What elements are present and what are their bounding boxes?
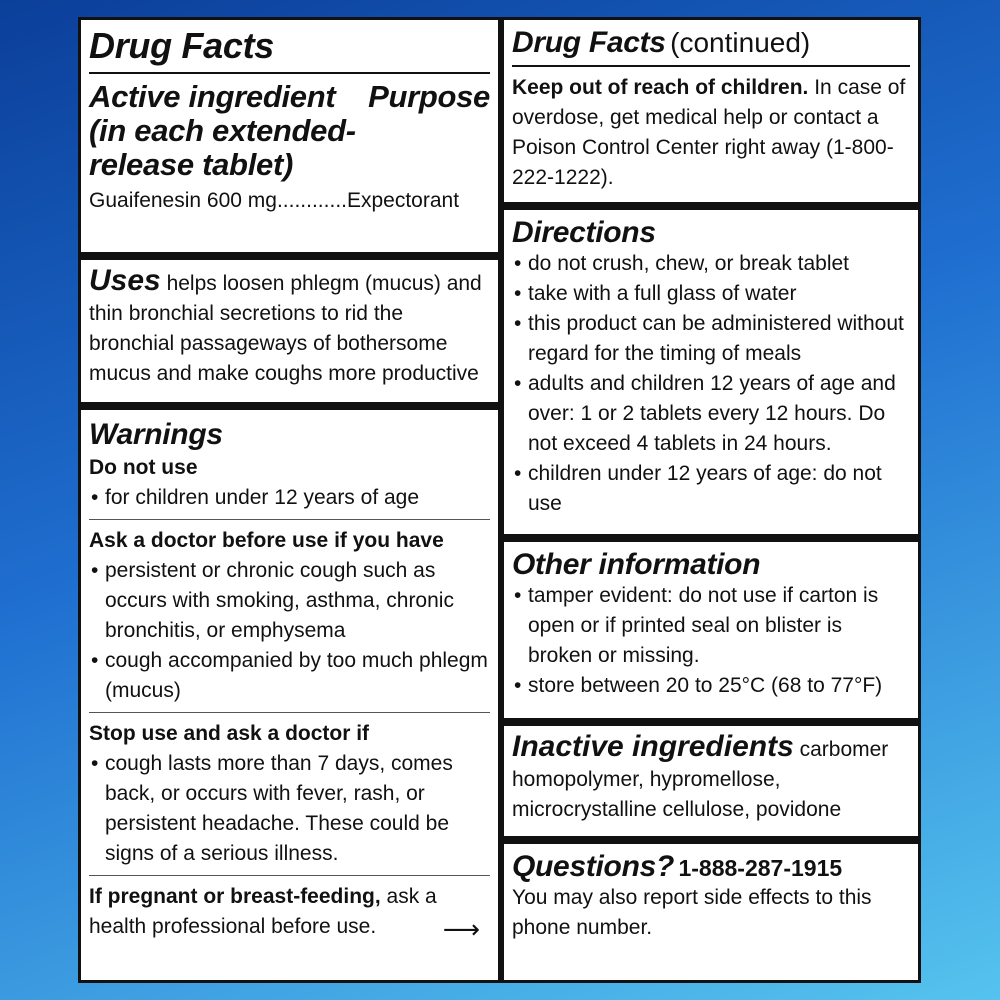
active-ingredient-header — [89, 80, 490, 182]
directions-title: Directions — [512, 216, 656, 249]
pregnant-paragraph — [89, 882, 443, 942]
warnings-panel — [81, 410, 498, 980]
inactive-ingredients-panel — [504, 726, 918, 836]
list-item: • persistent or chronic cough such as occurs with smoking, asthma, chronic bronchitis, or emphysema — [89, 556, 490, 646]
other-information-title: Other information — [512, 548, 761, 581]
do-not-use-list — [89, 483, 490, 513]
list-item: • for children under 12 years of age — [89, 483, 490, 513]
drug-facts-label — [78, 17, 921, 983]
ingredient-purpose: Expectorant — [346, 188, 460, 212]
keep-out-text: In case of overdose, get medical help or contact a Poison Control Center right away (1-800-222-1222). — [512, 76, 906, 189]
active-ingredient-heading: Active ingredient (in each extended-release tablet) — [89, 78, 356, 182]
list-item: • cough accompanied by too much phlegm (mucus) — [89, 646, 490, 706]
right-column — [501, 17, 921, 983]
uses-text: helps loosen phlegm (mucus) and thin bronchial secretions to rid the bronchial passageways of bothersome mucus and make coughs more productive — [89, 272, 482, 385]
purpose-heading: Purpose — [368, 78, 490, 114]
questions-text: You may also report side effects to this phone number. — [512, 886, 872, 939]
ingredient-row — [89, 186, 490, 216]
ingredient-name: Guaifenesin 600 mg — [89, 188, 277, 212]
pregnant-row — [89, 882, 490, 942]
divider — [89, 72, 490, 74]
drug-facts-title: Drug Facts — [89, 25, 275, 66]
list-item: • store between 20 to 25°C (68 to 77°F) — [512, 671, 910, 701]
divider — [89, 875, 490, 876]
list-item: • tamper evident: do not use if carton is open or if printed seal on blister is broken or missing. — [512, 581, 910, 671]
questions-title: Questions? — [512, 850, 675, 883]
do-not-use-title: Do not use — [89, 456, 198, 479]
uses-panel — [81, 260, 498, 402]
pregnant-bold: If pregnant or breast-feeding, — [89, 885, 381, 908]
inactive-ingredients-title: Inactive ingredients — [512, 730, 794, 763]
other-information-panel — [504, 542, 918, 718]
list-item: • take with a full glass of water — [512, 279, 910, 309]
list-item: • cough lasts more than 7 days, comes back, or occurs with fever, rash, or persistent headache. These could be signs of a serious illness. — [89, 749, 490, 869]
left-column — [78, 17, 501, 983]
continued-arrow-icon: ⟶ — [442, 914, 480, 944]
ask-doctor-list — [89, 556, 490, 706]
active-ingredient-panel — [81, 20, 498, 252]
drug-facts-continued-title: Drug Facts — [512, 26, 666, 59]
list-item: • children under 12 years of age: do not use — [512, 459, 910, 519]
keep-out-paragraph — [512, 73, 910, 193]
continued-title-row — [512, 26, 910, 59]
continued-suffix: (continued) — [670, 27, 811, 58]
pregnant-text: ask a health professional before use. — [89, 885, 437, 938]
directions-list — [512, 249, 910, 519]
stop-use-list — [89, 749, 490, 869]
uses-title: Uses — [89, 264, 161, 297]
questions-panel — [504, 844, 918, 980]
list-item: • this product can be administered without regard for the timing of meals — [512, 309, 910, 369]
questions-phone: 1-888-287-1915 — [678, 855, 843, 881]
divider — [89, 519, 490, 520]
uses-paragraph — [89, 266, 490, 389]
leader-dots: ............ — [276, 188, 347, 212]
other-information-list — [512, 581, 910, 701]
keep-out-bold: Keep out of reach of children. — [512, 76, 809, 99]
inactive-ingredients-paragraph — [512, 732, 910, 825]
warnings-title: Warnings — [89, 418, 223, 451]
ask-doctor-title: Ask a doctor before use if you have — [89, 529, 444, 552]
divider — [89, 712, 490, 713]
inactive-ingredients-text: carbomer homopolymer, hypromellose, microcrystalline cellulose, povidone — [512, 738, 889, 821]
list-item: • adults and children 12 years of age and over: 1 or 2 tablets every 12 hours. Do not exceed 4 tablets in 24 hours. — [512, 369, 910, 459]
directions-panel — [504, 210, 918, 534]
divider — [512, 65, 910, 67]
stop-use-title: Stop use and ask a doctor if — [89, 722, 370, 745]
keep-out-panel — [504, 20, 918, 202]
list-item: • do not crush, chew, or break tablet — [512, 249, 910, 279]
questions-header — [512, 850, 910, 883]
